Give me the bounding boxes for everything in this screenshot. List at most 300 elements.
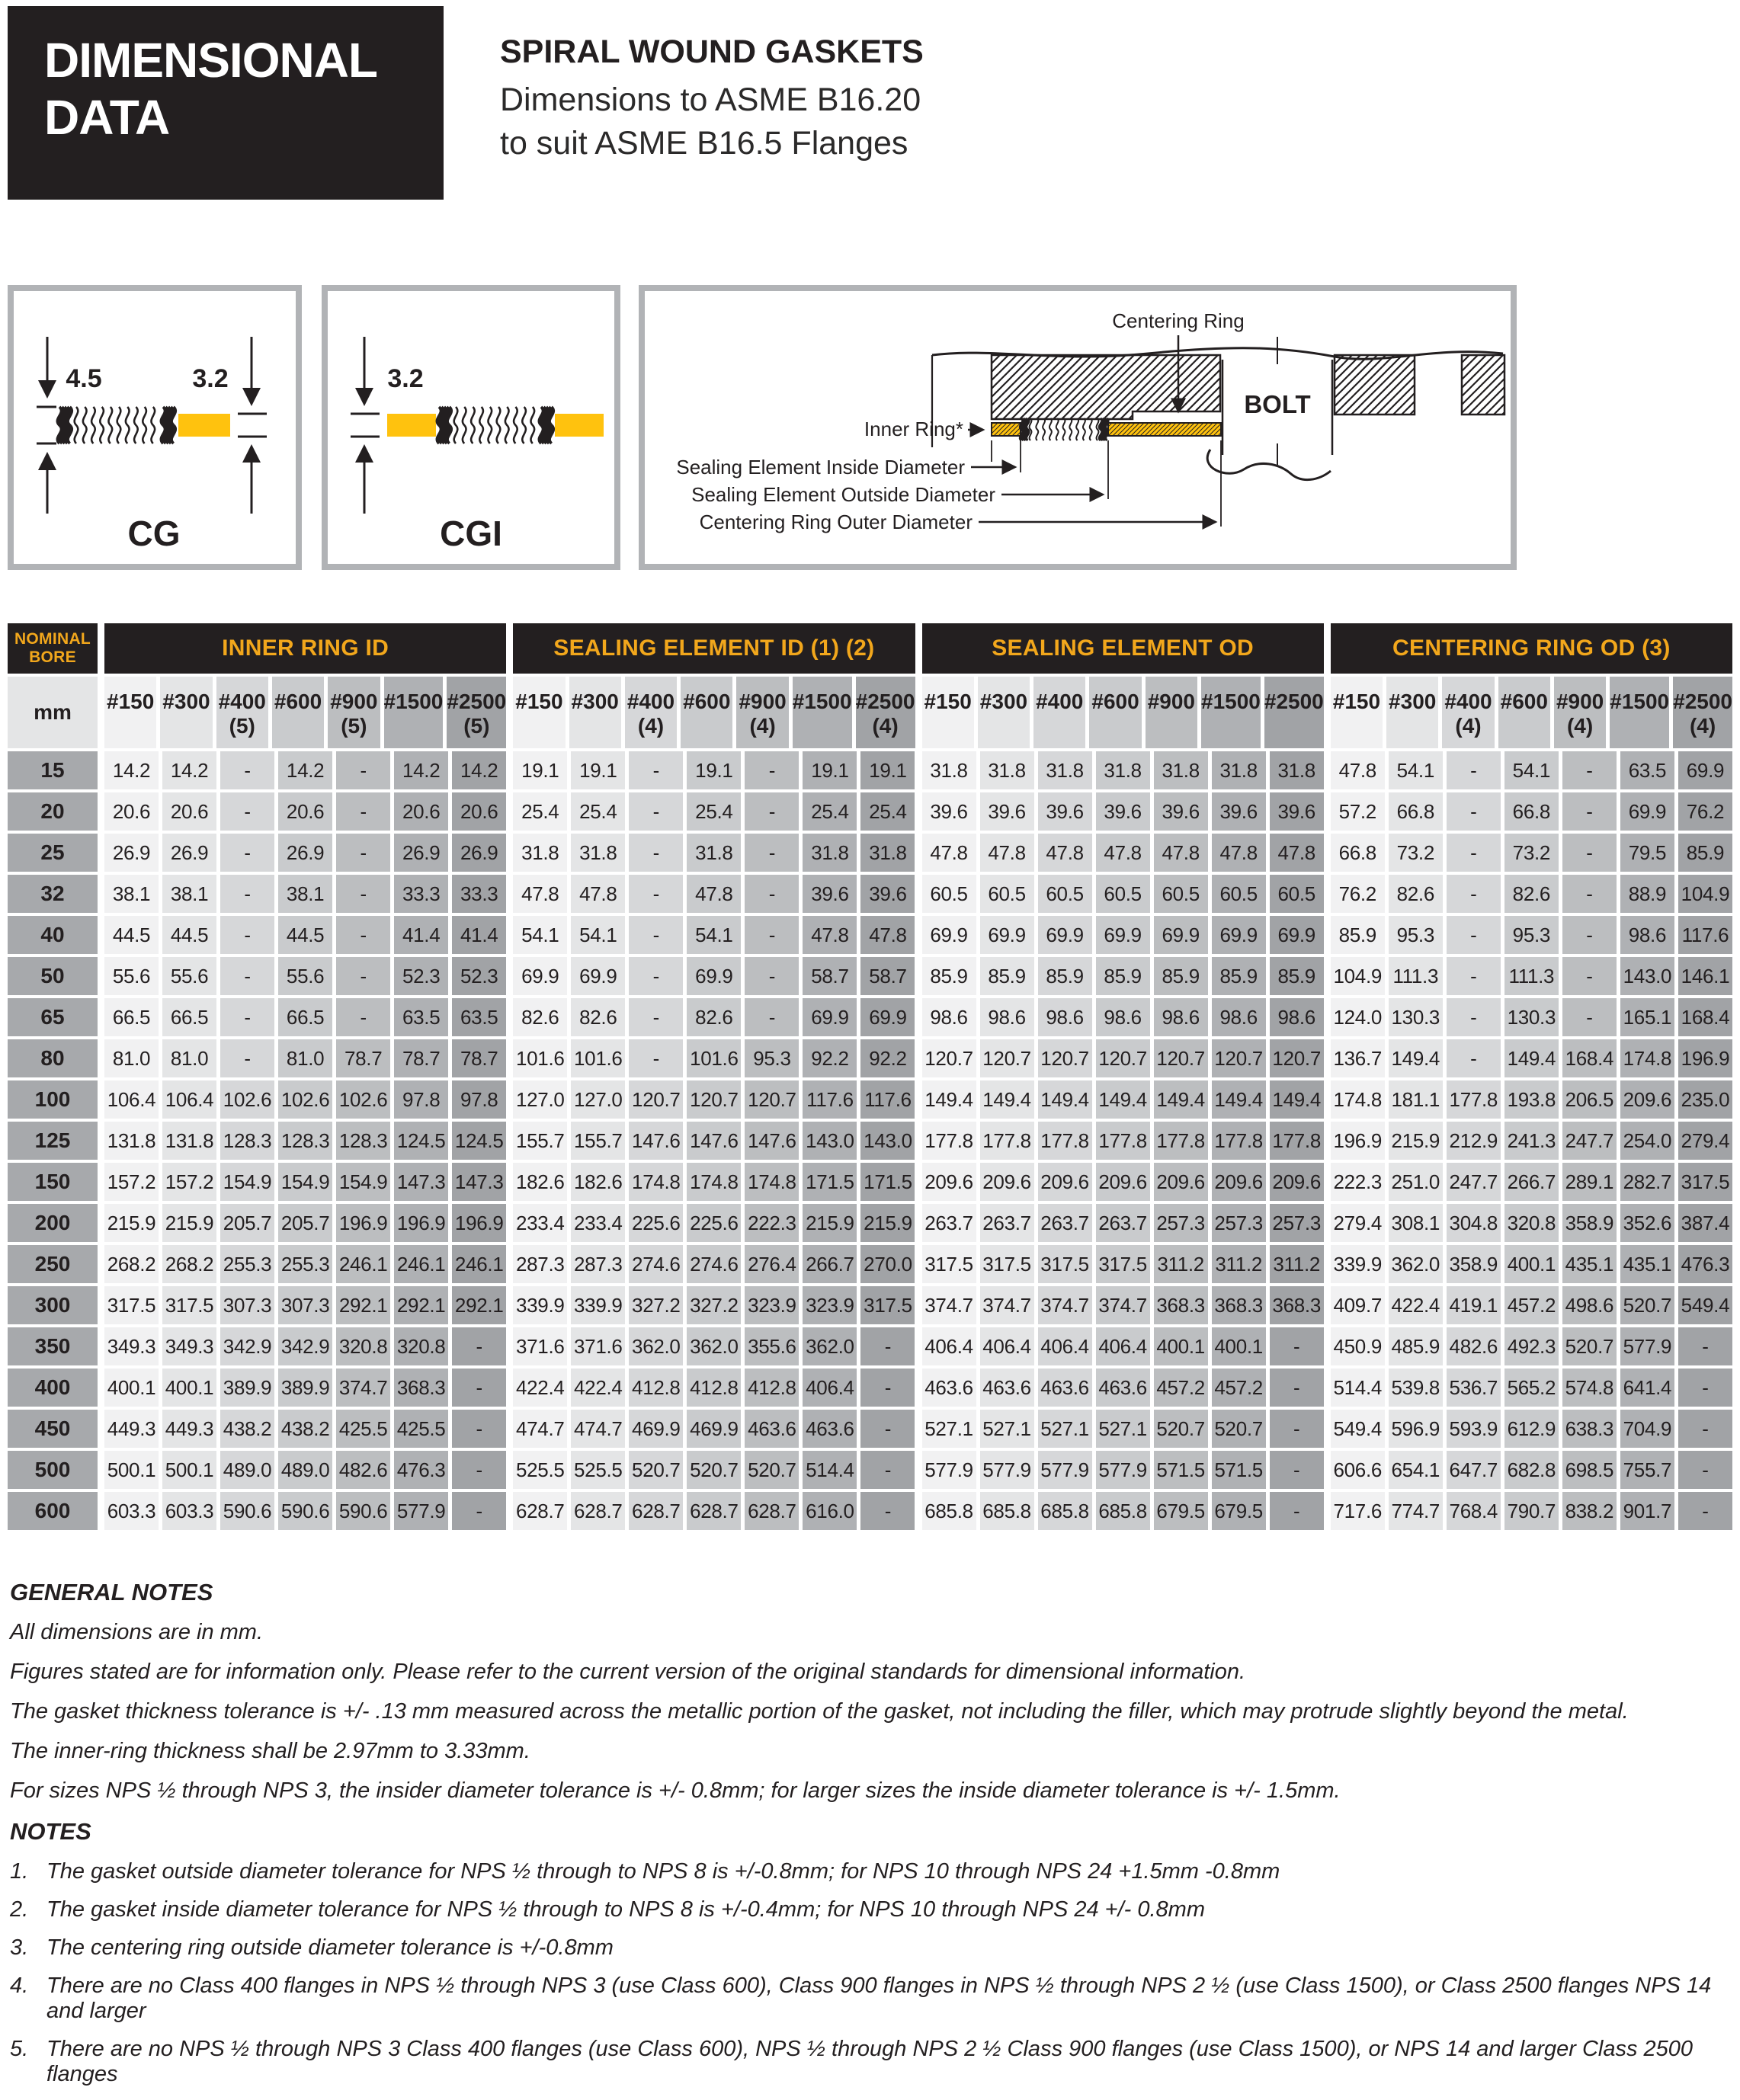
row-group-3 [922, 1245, 1324, 1283]
table-cell: 106.4 [104, 1080, 159, 1119]
notes-title: NOTES [10, 1818, 91, 1845]
table-row [8, 1163, 1732, 1201]
table-cell: 358.9 [1447, 1245, 1501, 1283]
table-cell: 274.6 [629, 1245, 683, 1283]
bore-group-header [8, 623, 98, 674]
table-cell: 317.5 [162, 1286, 216, 1324]
table-cell: 182.6 [571, 1163, 625, 1201]
table-cell: 577.9 [1038, 1451, 1092, 1489]
numbered-note-line: There are no NPS ½ through NPS 3 Class 400 flanges (use Class 600), NPS ½ through NPS 2 ½ Class 900 flanges (use Class 1500), or NPS 14 and larger Class 2500 flanges [46, 2037, 1694, 2086]
table-cell: 31.8 [1270, 751, 1324, 789]
table-cell: - [1447, 792, 1501, 831]
table-row [8, 751, 1732, 789]
table-cell: 60.5 [922, 875, 976, 913]
table-cell: 98.6 [1270, 998, 1324, 1036]
table-cell: 251.0 [1389, 1163, 1443, 1201]
table-cell: 263.7 [922, 1204, 976, 1242]
table-cell: 149.4 [1096, 1080, 1150, 1119]
row-group-1 [104, 1245, 506, 1283]
table-cell: 603.3 [162, 1492, 216, 1530]
table-cell: 47.8 [571, 875, 625, 913]
table-cell: 577.9 [922, 1451, 976, 1489]
table-cell: - [1447, 1039, 1501, 1077]
table-cell: 274.6 [687, 1245, 741, 1283]
table-cell: 58.7 [860, 957, 915, 995]
class-column-header [384, 677, 444, 748]
table-cell: 54.1 [513, 916, 567, 954]
table-cell: 25.4 [860, 792, 915, 831]
table-cell: 31.8 [687, 834, 741, 872]
table-cell: 104.9 [1678, 875, 1732, 913]
table-cell: 320.8 [1504, 1204, 1559, 1242]
table-cell: 514.4 [803, 1451, 857, 1489]
table-cell: 311.2 [1212, 1245, 1266, 1283]
table-cell: 768.4 [1447, 1492, 1501, 1530]
general-note-line: Figures stated are for information only. Please refer to the current version of the original standards for dimensional information. [10, 1660, 1246, 1684]
bore-cell: 500 [8, 1451, 98, 1489]
row-group-2 [513, 1163, 915, 1201]
table-cell: 362.0 [687, 1327, 741, 1365]
row-group-3 [922, 834, 1324, 872]
row-group-4 [1331, 875, 1732, 913]
filler-bar [387, 414, 436, 437]
table-cell: 327.2 [687, 1286, 741, 1324]
table-cell: 124.0 [1331, 998, 1385, 1036]
table-cell: 128.3 [278, 1122, 332, 1160]
table-cell: 60.5 [1154, 875, 1208, 913]
class-column-header [216, 677, 268, 748]
table-cell: - [1562, 834, 1617, 872]
table-cell: 574.8 [1562, 1369, 1617, 1407]
table-cell: 55.6 [162, 957, 216, 995]
table-cell: 400.1 [162, 1369, 216, 1407]
table-cell: 233.4 [571, 1204, 625, 1242]
class-note: (5) [463, 714, 490, 738]
table-cell: 120.7 [687, 1080, 741, 1119]
table-cell: 26.9 [452, 834, 506, 872]
table-cell: 276.4 [745, 1245, 799, 1283]
table-cell: 590.6 [336, 1492, 390, 1530]
row-group-1 [104, 1369, 506, 1407]
table-cell: 327.2 [629, 1286, 683, 1324]
table-row [8, 1451, 1732, 1489]
table-cell: 463.6 [980, 1369, 1034, 1407]
table-cell: 85.9 [1678, 834, 1732, 872]
table-cell: 476.3 [1678, 1245, 1732, 1283]
table-cell: 374.7 [980, 1286, 1034, 1324]
table-cell: 76.2 [1678, 792, 1732, 831]
table-cell: 52.3 [394, 957, 448, 995]
table-cell: 603.3 [104, 1492, 159, 1530]
table-cell: 76.2 [1331, 875, 1385, 913]
bore-cell: 350 [8, 1327, 98, 1365]
table-row [8, 1492, 1732, 1530]
table-cell: 60.5 [980, 875, 1034, 913]
row-group-4 [1331, 998, 1732, 1036]
table-cell: 177.8 [980, 1122, 1034, 1160]
table-cell: 628.7 [513, 1492, 567, 1530]
bolt-break-squiggle [1207, 450, 1331, 480]
gasket-winding [454, 407, 534, 443]
row-group-4 [1331, 1410, 1732, 1448]
table-cell: 209.6 [1096, 1163, 1150, 1201]
bore-cell: 200 [8, 1204, 98, 1242]
winding-chevron [1020, 418, 1029, 440]
table-cell: - [1678, 1369, 1732, 1407]
row-group-3 [922, 1039, 1324, 1077]
table-cell: 82.6 [687, 998, 741, 1036]
table-cell: 60.5 [1038, 875, 1092, 913]
table-cell: 492.3 [1504, 1327, 1559, 1365]
bore-cell: 600 [8, 1492, 98, 1530]
table-cell: 69.9 [1678, 751, 1732, 789]
table-cell: 47.8 [803, 916, 857, 954]
table-cell: 69.9 [1620, 792, 1674, 831]
table-cell: 435.1 [1562, 1245, 1617, 1283]
class-column-header [447, 677, 506, 748]
table-cell: 117.6 [1678, 916, 1732, 954]
cg-dim-4-5: 4.5 [66, 364, 102, 393]
row-group-2 [513, 1122, 915, 1160]
numbered-note-line: The gasket outside diameter tolerance for NPS ½ through to NPS 8 is +/-0.8mm; for NPS 10 through NPS 24 +1.5mm -0.8mm [46, 1859, 1280, 1884]
table-cell: - [745, 834, 799, 872]
general-note-line: The gasket thickness tolerance is +/- .13 mm measured across the metallic portion of the gasket, not including the filler, which may protrude slightly beyond the metal. [10, 1699, 1629, 1724]
row-group-1 [104, 1163, 506, 1201]
table-cell: 225.6 [629, 1204, 683, 1242]
table-cell: 342.9 [278, 1327, 332, 1365]
table-cell: 31.8 [860, 834, 915, 872]
table-cell: - [745, 875, 799, 913]
subheader-group-4 [1331, 677, 1732, 748]
table-cell: 26.9 [162, 834, 216, 872]
class-column-header [1498, 677, 1550, 748]
table-cell: 419.1 [1447, 1286, 1501, 1324]
table-cell: 101.6 [513, 1039, 567, 1077]
table-cell: 755.7 [1620, 1451, 1674, 1489]
class-label: #600 [1500, 690, 1548, 713]
table-cell: 527.1 [922, 1410, 976, 1448]
table-cell: 469.9 [687, 1410, 741, 1448]
table-cell: - [1447, 998, 1501, 1036]
table-cell: 69.9 [513, 957, 567, 995]
table-cell: 98.6 [1620, 916, 1674, 954]
class-label: #2500 [1673, 690, 1732, 713]
table-cell: 263.7 [1096, 1204, 1150, 1242]
table-cell: 209.6 [980, 1163, 1034, 1201]
inner-ring-label: Inner Ring* [864, 418, 963, 440]
class-label: #150 [107, 690, 155, 713]
table-cell: 323.9 [745, 1286, 799, 1324]
row-group-4 [1331, 1080, 1732, 1119]
class-note: (4) [872, 714, 899, 738]
table-cell: 438.2 [220, 1410, 274, 1448]
table-cell: 14.2 [162, 751, 216, 789]
table-cell: - [1562, 875, 1617, 913]
row-group-4 [1331, 916, 1732, 954]
winding-chevron [161, 407, 175, 443]
table-cell: 387.4 [1678, 1204, 1732, 1242]
table-cell: 31.8 [803, 834, 857, 872]
table-cell: - [860, 1451, 915, 1489]
table-cell: - [452, 1369, 506, 1407]
table-cell: 206.5 [1562, 1080, 1617, 1119]
row-group-1 [104, 1451, 506, 1489]
table-cell: - [1270, 1451, 1324, 1489]
table-cell: 149.4 [1389, 1039, 1443, 1077]
table-cell: 47.8 [980, 834, 1034, 872]
numbered-note-line: The centering ring outside diameter tolerance is +/-0.8mm [46, 1935, 614, 1960]
numbered-notes-list [10, 1859, 1717, 2087]
table-cell: 215.9 [803, 1204, 857, 1242]
table-cell: 628.7 [745, 1492, 799, 1530]
table-cell: 85.9 [1096, 957, 1150, 995]
row-group-2 [513, 792, 915, 831]
table-cell: 177.8 [1038, 1122, 1092, 1160]
group-header-3 [922, 623, 1324, 674]
table-cell: 612.9 [1504, 1410, 1559, 1448]
class-column-header [856, 677, 915, 748]
table-cell: 374.7 [336, 1369, 390, 1407]
table-cell: 60.5 [1212, 875, 1266, 913]
table-cell: 25.4 [513, 792, 567, 831]
table-cell: 26.9 [104, 834, 159, 872]
table-cell: 463.6 [1038, 1369, 1092, 1407]
class-column-header [1673, 677, 1732, 748]
table-cell: 20.6 [104, 792, 159, 831]
table-row [8, 834, 1732, 872]
row-group-1 [104, 1039, 506, 1077]
row-group-3 [922, 1204, 1324, 1242]
class-column-header [978, 677, 1030, 748]
table-cell: 308.1 [1389, 1204, 1443, 1242]
table-cell: 73.2 [1389, 834, 1443, 872]
class-note: (4) [1455, 714, 1482, 738]
cg-diagram-box [8, 285, 302, 570]
table-cell: 78.7 [452, 1039, 506, 1077]
class-label: #900 [1556, 690, 1604, 713]
table-cell: 63.5 [394, 998, 448, 1036]
table-cell: 66.8 [1504, 792, 1559, 831]
table-cell: 20.6 [278, 792, 332, 831]
class-column-header [1442, 677, 1494, 748]
table-cell: - [1562, 957, 1617, 995]
table-cell: 482.6 [1447, 1327, 1501, 1365]
table-cell: 525.5 [571, 1451, 625, 1489]
table-cell: 476.3 [394, 1451, 448, 1489]
centering-od-label: Centering Ring Outer Diameter [699, 511, 973, 533]
gasket-winding [1030, 418, 1099, 440]
table-cell: 177.8 [1212, 1122, 1266, 1160]
table-cell: - [1562, 916, 1617, 954]
row-group-4 [1331, 1369, 1732, 1407]
table-cell: 209.6 [922, 1163, 976, 1201]
table-cell: 320.8 [394, 1327, 448, 1365]
table-cell: 155.7 [571, 1122, 625, 1160]
table-header-band-row [8, 623, 1732, 674]
table-cell: 171.5 [803, 1163, 857, 1201]
table-cell: 47.8 [513, 875, 567, 913]
table-cell: 63.5 [452, 998, 506, 1036]
table-cell: 628.7 [629, 1492, 683, 1530]
table-cell: 54.1 [687, 916, 741, 954]
table-cell: 66.8 [1389, 792, 1443, 831]
sealing-od-label: Sealing Element Outside Diameter [691, 483, 995, 506]
table-cell: 577.9 [980, 1451, 1034, 1489]
filler-bar [178, 414, 230, 437]
table-cell: 205.7 [278, 1204, 332, 1242]
table-cell: 514.4 [1331, 1369, 1385, 1407]
table-cell: 81.0 [162, 1039, 216, 1077]
general-notes-title: GENERAL NOTES [10, 1579, 213, 1605]
table-cell: 489.0 [278, 1451, 332, 1489]
table-cell: 101.6 [687, 1039, 741, 1077]
centering-ring-label: Centering Ring [1112, 309, 1245, 332]
table-cell: 247.7 [1447, 1163, 1501, 1201]
table-cell: 98.6 [980, 998, 1034, 1036]
table-row [8, 792, 1732, 831]
table-cell: 539.8 [1389, 1369, 1443, 1407]
table-cell: 146.1 [1678, 957, 1732, 995]
table-cell: 435.1 [1620, 1245, 1674, 1283]
table-cell: 520.7 [1212, 1410, 1266, 1448]
row-group-1 [104, 1492, 506, 1530]
group-header-1 [104, 623, 506, 674]
table-cell: 654.1 [1389, 1451, 1443, 1489]
row-group-2 [513, 998, 915, 1036]
table-cell: 549.4 [1331, 1410, 1385, 1448]
table-cell: 225.6 [687, 1204, 741, 1242]
table-cell: 47.8 [1096, 834, 1150, 872]
table-cell: 124.5 [452, 1122, 506, 1160]
class-label: #2500 [855, 690, 915, 713]
row-group-3 [922, 998, 1324, 1036]
group-header-label: SEALING ELEMENT OD [992, 635, 1254, 661]
table-cell: 279.4 [1678, 1122, 1732, 1160]
bore-group-header-label: NOMINAL BORE [14, 630, 91, 666]
row-group-2 [513, 1039, 915, 1077]
table-cell: 307.3 [220, 1286, 274, 1324]
table-cell: 120.7 [1154, 1039, 1208, 1077]
table-cell: 102.6 [220, 1080, 274, 1119]
table-cell: 500.1 [104, 1451, 159, 1489]
row-group-4 [1331, 1122, 1732, 1160]
table-cell: 209.6 [1154, 1163, 1208, 1201]
cgi-diagram-box [322, 285, 620, 570]
table-cell: 31.8 [1154, 751, 1208, 789]
table-cell: 104.9 [1331, 957, 1385, 995]
table-cell: 14.2 [278, 751, 332, 789]
table-cell: 263.7 [1038, 1204, 1092, 1242]
table-cell: 266.7 [803, 1245, 857, 1283]
table-cell: 39.6 [1270, 792, 1324, 831]
table-cell: 263.7 [980, 1204, 1034, 1242]
table-cell: 131.8 [162, 1122, 216, 1160]
table-cell: 31.8 [513, 834, 567, 872]
row-group-4 [1331, 1163, 1732, 1201]
table-cell: 92.2 [860, 1039, 915, 1077]
row-group-1 [104, 957, 506, 995]
table-cell: 685.8 [922, 1492, 976, 1530]
table-cell: - [1447, 875, 1501, 913]
table-cell: 130.3 [1504, 998, 1559, 1036]
table-cell: 525.5 [513, 1451, 567, 1489]
subheader-group-1 [104, 677, 506, 748]
cg-dim-3-2: 3.2 [192, 364, 229, 393]
table-cell: 577.9 [394, 1492, 448, 1530]
table-cell: 78.7 [394, 1039, 448, 1077]
table-cell: 81.0 [278, 1039, 332, 1077]
table-cell: 389.9 [220, 1369, 274, 1407]
table-cell: 39.6 [1154, 792, 1208, 831]
bore-cell: 20 [8, 792, 98, 831]
table-cell: 98.6 [922, 998, 976, 1036]
table-cell: 406.4 [1038, 1327, 1092, 1365]
table-cell: 47.8 [1212, 834, 1266, 872]
row-group-4 [1331, 1451, 1732, 1489]
table-cell: 368.3 [394, 1369, 448, 1407]
table-cell: 571.5 [1212, 1451, 1266, 1489]
table-cell: 349.3 [162, 1327, 216, 1365]
table-cell: 463.6 [922, 1369, 976, 1407]
table-cell: 349.3 [104, 1327, 159, 1365]
table-cell: 39.6 [1212, 792, 1266, 831]
general-note-line: For sizes NPS ½ through NPS 3, the insider diameter tolerance is +/- 0.8mm; for larger sizes the inside diameter tolerance is +/- 1.5mm. [10, 1778, 1341, 1803]
table-cell: 628.7 [571, 1492, 625, 1530]
table-cell: - [1562, 751, 1617, 789]
table-cell: - [336, 875, 390, 913]
row-group-4 [1331, 1039, 1732, 1077]
table-cell: 14.2 [104, 751, 159, 789]
table-cell: 257.3 [1270, 1204, 1324, 1242]
table-cell: 590.6 [278, 1492, 332, 1530]
table-cell: - [745, 792, 799, 831]
table-cell: 171.5 [860, 1163, 915, 1201]
table-cell: 120.7 [980, 1039, 1034, 1077]
table-cell: 474.7 [513, 1410, 567, 1448]
class-label: #400 [218, 690, 266, 713]
table-cell: 44.5 [104, 916, 159, 954]
table-cell: 682.8 [1504, 1451, 1559, 1489]
table-cell: 233.4 [513, 1204, 567, 1242]
table-cell: 73.2 [1504, 834, 1559, 872]
table-cell: 44.5 [278, 916, 332, 954]
table-cell: 450.9 [1331, 1327, 1385, 1365]
table-cell: - [1678, 1327, 1732, 1365]
table-row [8, 1286, 1732, 1324]
table-cell: - [220, 916, 274, 954]
cgi-diagram [328, 291, 614, 564]
table-cell: 317.5 [104, 1286, 159, 1324]
row-group-1 [104, 751, 506, 789]
class-label: #150 [515, 690, 563, 713]
table-cell: 157.2 [104, 1163, 159, 1201]
table-cell: - [1678, 1451, 1732, 1489]
table-cell: 400.1 [1154, 1327, 1208, 1365]
table-cell: 85.9 [1038, 957, 1092, 995]
table-cell: 69.9 [687, 957, 741, 995]
table-cell: 38.1 [104, 875, 159, 913]
table-cell: 463.6 [803, 1410, 857, 1448]
table-cell: - [860, 1410, 915, 1448]
class-column-header [569, 677, 621, 748]
table-cell: 457.2 [1154, 1369, 1208, 1407]
table-cell: 287.3 [513, 1245, 567, 1283]
class-label: #300 [1389, 690, 1437, 713]
class-column-header [1146, 677, 1197, 748]
table-cell: 120.7 [1270, 1039, 1324, 1077]
class-column-header [681, 677, 732, 748]
table-cell: 520.7 [629, 1451, 683, 1489]
